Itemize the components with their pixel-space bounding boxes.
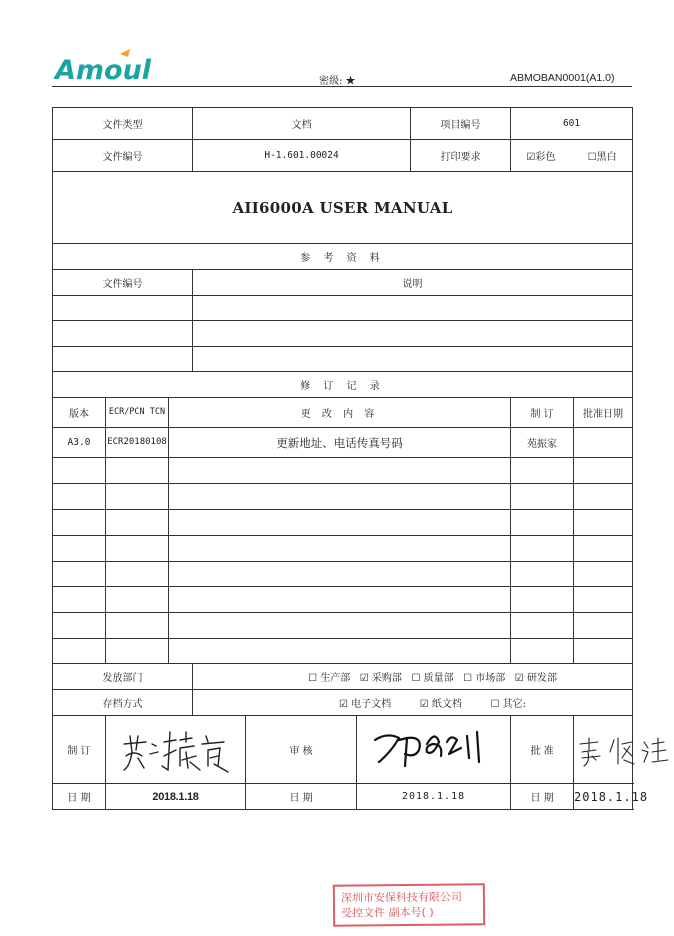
revision-col-approval-date: 批准日期 bbox=[574, 398, 633, 428]
prepared-signature-image bbox=[116, 722, 236, 778]
company-logo bbox=[54, 48, 166, 84]
revision-empty-row bbox=[53, 536, 633, 562]
archive-options[interactable]: ☑ 电子文档 ☑ 纸文档 ☐ 其它: bbox=[193, 690, 633, 716]
print-requirement-label: 打印要求 bbox=[411, 140, 511, 172]
revision-empty-row bbox=[53, 458, 633, 484]
revision-empty-row bbox=[53, 484, 633, 510]
review-label: 审 核 bbox=[246, 716, 357, 784]
distribution-row bbox=[53, 664, 633, 690]
header-divider bbox=[52, 86, 632, 87]
prepared-label: 制 订 bbox=[53, 716, 106, 784]
controlled-document-stamp bbox=[333, 883, 485, 927]
print-options bbox=[511, 140, 633, 172]
reference-section-title: 参 考 资 料 bbox=[53, 244, 633, 270]
secret-level: 密级: ★ bbox=[319, 76, 356, 87]
signature-row bbox=[53, 716, 633, 784]
reference-header-row bbox=[53, 244, 633, 270]
stamp-company: 深圳市安保科技有限公司 bbox=[340, 890, 462, 905]
stamp-controlled-copy: 受控文件 副本号( ) bbox=[341, 905, 434, 920]
revision-ecr: ECR20180108 bbox=[106, 428, 169, 458]
archive-label: 存档方式 bbox=[53, 690, 193, 716]
review-date-label: 日 期 bbox=[246, 784, 357, 810]
revision-col-content: 更 改 内 容 bbox=[169, 398, 511, 428]
print-color-checkbox[interactable]: ☑彩色 bbox=[526, 152, 556, 163]
revision-empty-row bbox=[53, 562, 633, 587]
project-number-value: 601 bbox=[511, 108, 633, 140]
review-signature bbox=[357, 716, 511, 784]
prepared-date-label: 日 期 bbox=[53, 784, 106, 810]
revision-col-version: 版本 bbox=[53, 398, 106, 428]
file-type-label: 文件类型 bbox=[53, 108, 193, 140]
reference-empty-row bbox=[53, 321, 633, 347]
reference-empty-row bbox=[53, 347, 633, 372]
amoul-logo-graphic bbox=[54, 48, 166, 84]
approve-signature-image bbox=[574, 730, 674, 770]
approve-date: 2018.1.18 bbox=[574, 784, 633, 810]
revision-section-title: 修 订 记 录 bbox=[53, 372, 633, 398]
document-title: AII6000A USER MANUAL bbox=[53, 172, 633, 244]
review-date: 2018.1.18 bbox=[357, 784, 511, 810]
approve-label: 批 准 bbox=[511, 716, 574, 784]
print-bw-checkbox[interactable]: ☐黑白 bbox=[587, 152, 617, 163]
revision-header-row bbox=[53, 372, 633, 398]
revision-empty-row bbox=[53, 587, 633, 613]
document-template-code: ABMOBAN0001(A1.0) bbox=[510, 72, 615, 84]
approve-date-label: 日 期 bbox=[511, 784, 574, 810]
svg-text:Amoul: Amoul bbox=[55, 55, 152, 86]
info-row-2 bbox=[53, 140, 633, 172]
distribution-label: 发放部门 bbox=[53, 664, 193, 690]
date-row bbox=[53, 784, 633, 810]
archive-row bbox=[53, 690, 633, 716]
revision-approval-date bbox=[574, 428, 633, 458]
reference-empty-row bbox=[53, 296, 633, 321]
revision-empty-row bbox=[53, 639, 633, 664]
prepared-signature bbox=[106, 716, 246, 784]
project-number-label: 项目编号 bbox=[411, 108, 511, 140]
approve-signature bbox=[574, 716, 633, 784]
reference-columns-row bbox=[53, 270, 633, 296]
info-row-1 bbox=[53, 108, 633, 140]
file-number-label: 文件编号 bbox=[53, 140, 193, 172]
reference-col-description: 说明 bbox=[193, 270, 633, 296]
revision-content: 更新地址、电话传真号码 bbox=[169, 428, 511, 458]
review-signature-image bbox=[369, 722, 499, 778]
document-control-form bbox=[52, 107, 649, 810]
distribution-options[interactable]: ☐ 生产部 ☑ 采购部 ☐ 质量部 ☐ 市场部 ☑ 研发部 bbox=[193, 664, 633, 690]
file-type-value: 文档 bbox=[193, 108, 411, 140]
revision-version: A3.0 bbox=[53, 428, 106, 458]
prepared-date: 2018.1.18 bbox=[106, 784, 246, 810]
revision-row bbox=[53, 428, 633, 458]
title-row bbox=[53, 172, 633, 244]
revision-col-author: 制 订 bbox=[511, 398, 574, 428]
revision-author: 苑振家 bbox=[511, 428, 574, 458]
revision-empty-row bbox=[53, 613, 633, 639]
revision-col-ecr: ECR/PCN TCN bbox=[106, 398, 169, 428]
revision-columns-row bbox=[53, 398, 633, 428]
file-number-value: H-1.601.00024 bbox=[193, 140, 411, 172]
revision-empty-row bbox=[53, 510, 633, 536]
reference-col-number: 文件编号 bbox=[53, 270, 193, 296]
